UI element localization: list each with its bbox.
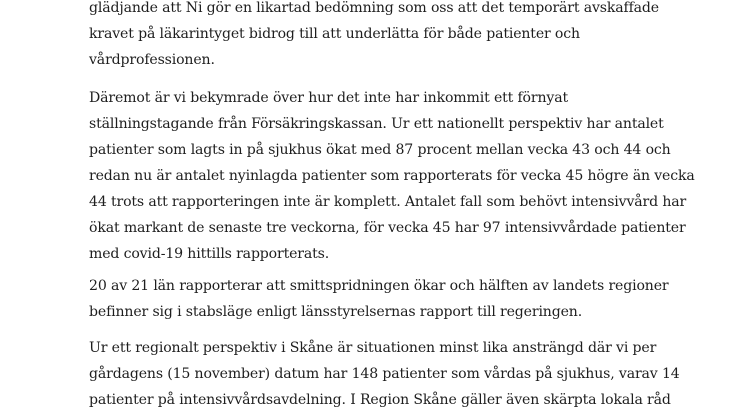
text-line: patienter som lagts in på sjukhus ökat med 87 procent mellan vecka 43 och 44 och	[89, 142, 671, 158]
text-line: kravet på läkarintyget bidrog till att underlätta för både patienter och	[89, 26, 580, 42]
text-line: 20 av 21 län rapporterar att smittspridningen ökar och hälften av landets regioner	[89, 278, 669, 294]
text-line: vårdprofessionen.	[89, 52, 215, 68]
text-line: patienter på intensivvårdsavdelning. I Region Skåne gäller även skärpta lokala råd	[89, 392, 671, 408]
text-line: med covid-19 hittills rapporterats.	[89, 246, 330, 262]
text-line: ställningstagande från Försäkringskassan. Ur ett nationellt perspektiv har antalet	[89, 116, 664, 132]
text-line: Ur ett regionalt perspektiv i Skåne är situationen minst lika ansträngd där vi per	[89, 340, 657, 356]
text-line: ökat markant de senaste tre veckorna, för vecka 45 har 97 intensivvårdade patienter	[89, 220, 686, 236]
paragraph-3	[89, 273, 689, 325]
text-line: glädjande att Ni gör en likartad bedömning som oss att det temporärt avskaffade	[89, 0, 659, 16]
text-line: 44 trots att rapporteringen inte är komplett. Antalet fall som behövt intensivvård har	[89, 194, 687, 210]
paragraph-1	[89, 0, 689, 73]
text-line: redan nu är antalet nyinlagda patienter som rapporterats för vecka 45 högre än vecka	[89, 168, 695, 184]
paragraph-4	[89, 335, 689, 413]
text-line: Däremot är vi bekymrade över hur det inte har inkommit ett förnyat	[89, 90, 568, 106]
text-line: befinner sig i stabsläge enligt länsstyrelsernas rapport till regeringen.	[89, 304, 583, 320]
text-line: gårdagens (15 november) datum har 148 patienter som vårdas på sjukhus, varav 14	[89, 366, 680, 382]
paragraph-2	[89, 85, 695, 267]
